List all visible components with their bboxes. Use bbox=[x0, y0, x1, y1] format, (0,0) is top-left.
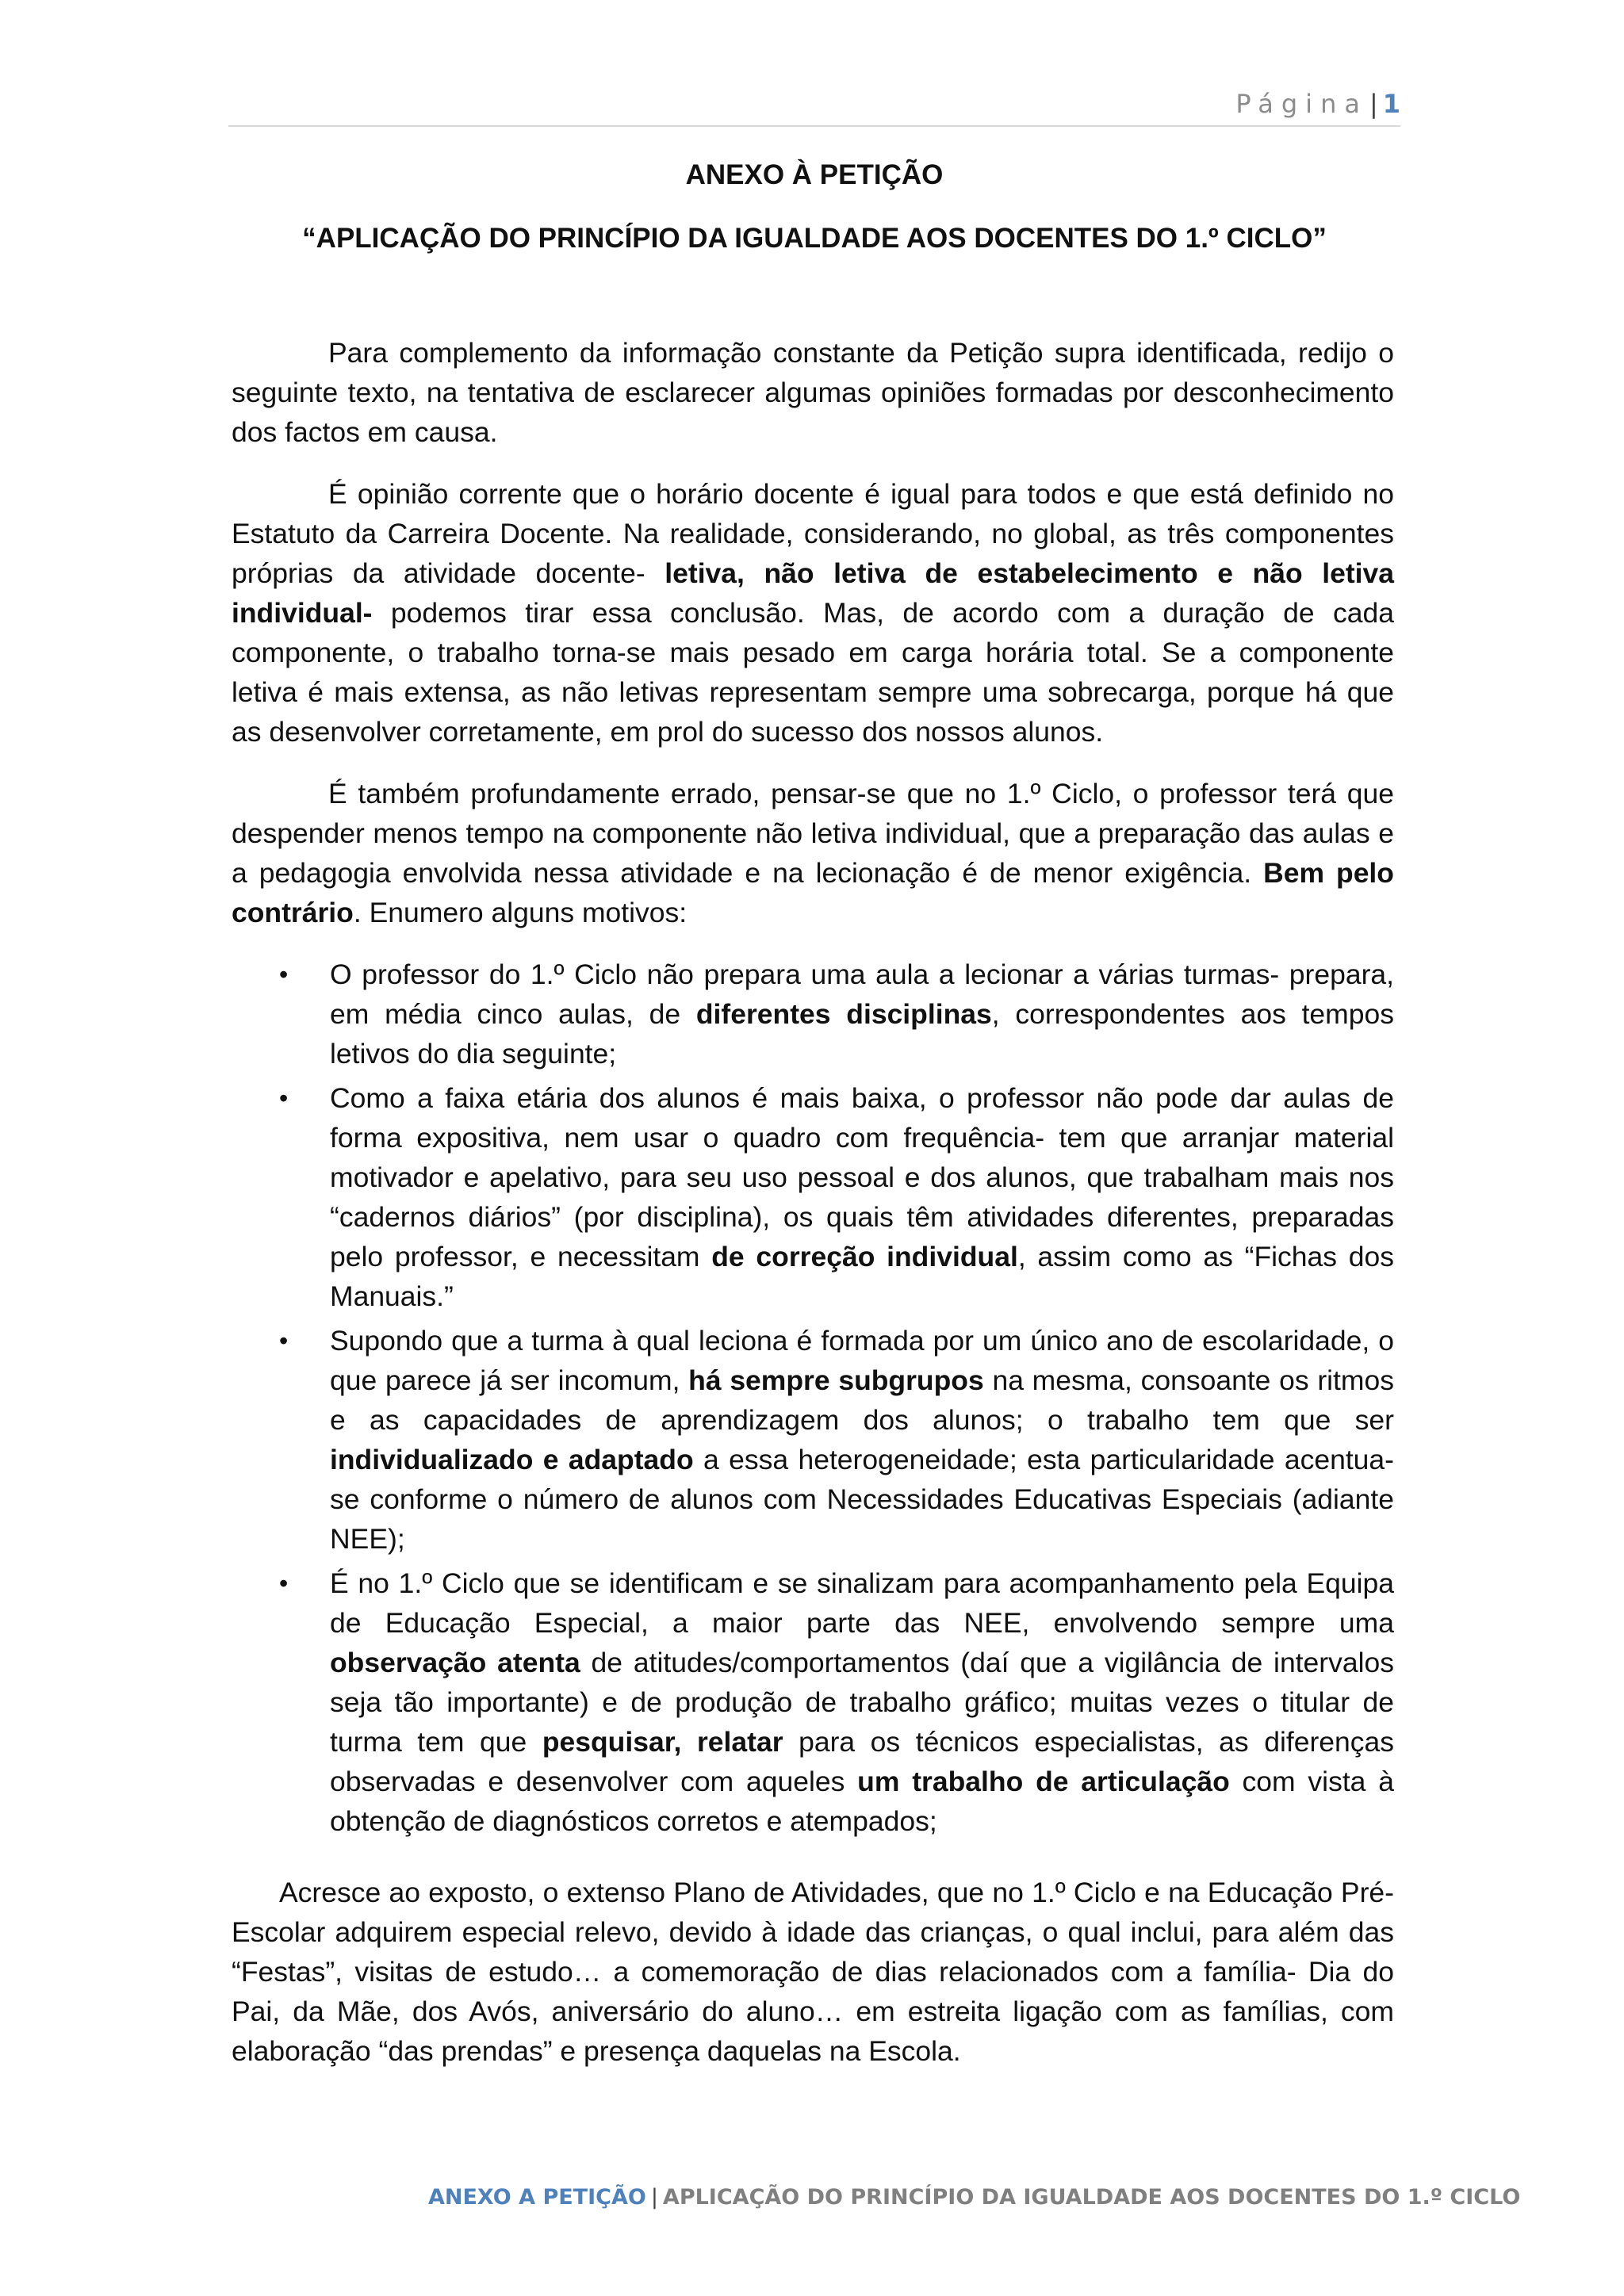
text-run: É também profundamente errado, pensar-se que no 1.º Ciclo, o professor terá que despender menos tempo na componente não letiva individual, que a preparação das aulas e a pedagogia envolvida nessa atividade e na lecionação é de menor exigência. bbox=[232, 778, 1394, 889]
page-header bbox=[228, 82, 1400, 127]
list-item bbox=[232, 1563, 1394, 1841]
text-run: para os técnicos especialistas, as diferenças observadas e desenvolver com aqueles bbox=[330, 1726, 1394, 1797]
bold-run: pesquisar, relatar bbox=[542, 1726, 783, 1758]
list-item bbox=[232, 1321, 1394, 1559]
text-run: É opinião corrente que o horário docente é igual para todos e que está definido no Estatuto da Carreira Docente. Na realidade, considerando, no global, as três componentes próprias da atividade docente- bbox=[232, 478, 1394, 589]
page-footer bbox=[428, 2182, 1521, 2214]
bold-run: um trabalho de articulação bbox=[857, 1766, 1230, 1797]
bold-run: Bem pelo contrário bbox=[232, 857, 1394, 928]
text-run: É no 1.º Ciclo que se identificam e se sinalizam para acompanhamento pela Equipa de Educação Especial, a maior parte das NEE, envolvendo sempre uma bbox=[330, 1567, 1394, 1639]
text-run: Como a faixa etária dos alunos é mais baixa, o professor não pode dar aulas de forma expositiva, nem usar o quadro com frequência- tem que arranjar material motivador e apelativo, para seu uso pessoal e dos alunos, que trabalham mais nos “cadernos diários” (por disciplina), os quais têm atividades diferentes, preparadas pelo professor, e necessitam bbox=[330, 1082, 1394, 1272]
bold-run: individualizado e adaptado bbox=[330, 1444, 694, 1475]
text-run: com vista à obtenção de diagnósticos corretos e atempados; bbox=[330, 1766, 1394, 1837]
bold-run: observação atenta bbox=[330, 1647, 580, 1678]
page-separator: | bbox=[1369, 89, 1378, 119]
bold-run: diferentes disciplinas bbox=[695, 998, 992, 1030]
paragraph-reasons bbox=[232, 774, 1394, 932]
text-run: , correspondentes aos tempos letivos do dia seguinte; bbox=[330, 998, 1394, 1070]
reasons-list bbox=[232, 955, 1394, 1841]
title-subheading: “APLICAÇÃO DO PRINCÍPIO DA IGUALDADE AOS DOCENTES DO 1.º CICLO” bbox=[302, 223, 1327, 254]
footer-subtitle: APLICAÇÃO DO PRINCÍPIO DA IGUALDADE AOS DOCENTES DO 1.º CICLO bbox=[662, 2185, 1521, 2210]
bold-run: letiva, não letiva de estabelecimento e não letiva individual- bbox=[232, 557, 1394, 629]
title-heading: ANEXO À PETIÇÃO bbox=[685, 159, 944, 190]
footer-title: ANEXO A PETIÇÃO bbox=[428, 2185, 646, 2210]
page-label: Página bbox=[1235, 89, 1368, 119]
paragraph-intro: Para complemento da informação constante da Petição supra identificada, redijo o seguinte texto, na tentativa de esclarecer algumas opiniões formadas por desconhecimento dos factos em causa. bbox=[232, 337, 1394, 448]
text-run: Supondo que a turma à qual leciona é formada por um único ano de escolaridade, o que parece já ser incomum, bbox=[330, 1325, 1394, 1396]
bold-run: há sempre subgrupos bbox=[688, 1364, 984, 1396]
list-item bbox=[232, 1078, 1394, 1316]
bold-run: de correção individual bbox=[711, 1241, 1018, 1272]
text-run: . Enumero alguns motivos: bbox=[353, 897, 688, 928]
bullet-icon: • bbox=[279, 1084, 289, 1112]
text-run: podemos tirar essa conclusão. Mas, de acordo com a duração de cada componente, o trabalho torna-se mais pesado em carga horária total. Se a componente letiva é mais extensa, as não letivas representam sempre uma sobrecarga, porque há que as desenvolver corretamente, em prol do sucesso dos nossos alunos. bbox=[232, 597, 1394, 748]
page-number: 1 bbox=[1382, 89, 1400, 119]
list-item bbox=[232, 955, 1394, 1073]
text-run: , assim como as “Fichas dos Manuais.” bbox=[330, 1241, 1394, 1312]
paragraph-closing: Acresce ao exposto, o extenso Plano de Atividades, que no 1.º Ciclo e na Educação Pré-Escolar adquirem especial relevo, devido à idade das crianças, o qual inclui, para além das “Festas”, visitas de estudo… a comemoração de dias relacionados com a família- Dia do Pai, da Mãe, dos Avós, aniversário do aluno… em estreita ligação com as famílias, com elaboração “das prendas” e presença daquelas na Escola. bbox=[232, 1877, 1394, 2067]
text-run: de atitudes/comportamentos (daí que a vigilância de intervalos seja tão importante) e de produção de trabalho gráfico; muitas vezes o titular de turma tem que bbox=[330, 1647, 1394, 1758]
bullet-icon: • bbox=[279, 1569, 289, 1598]
footer-separator: | bbox=[650, 2185, 658, 2210]
document-body bbox=[232, 333, 1394, 2093]
document-title bbox=[228, 155, 1400, 258]
text-run: na mesma, consoante os ritmos e as capacidades de aprendizagem dos alunos; o trabalho tem que ser bbox=[330, 1364, 1394, 1436]
bullet-icon: • bbox=[279, 960, 289, 989]
paragraph-schedule bbox=[232, 474, 1394, 752]
text-run: a essa heterogeneidade; esta particularidade acentua-se conforme o número de alunos com Necessidades Educativas Especiais (adiante NEE); bbox=[330, 1444, 1394, 1555]
bullet-icon: • bbox=[279, 1326, 289, 1355]
text-run: O professor do 1.º Ciclo não prepara uma aula a lecionar a várias turmas- prepara, em média cinco aulas, de bbox=[330, 959, 1394, 1030]
